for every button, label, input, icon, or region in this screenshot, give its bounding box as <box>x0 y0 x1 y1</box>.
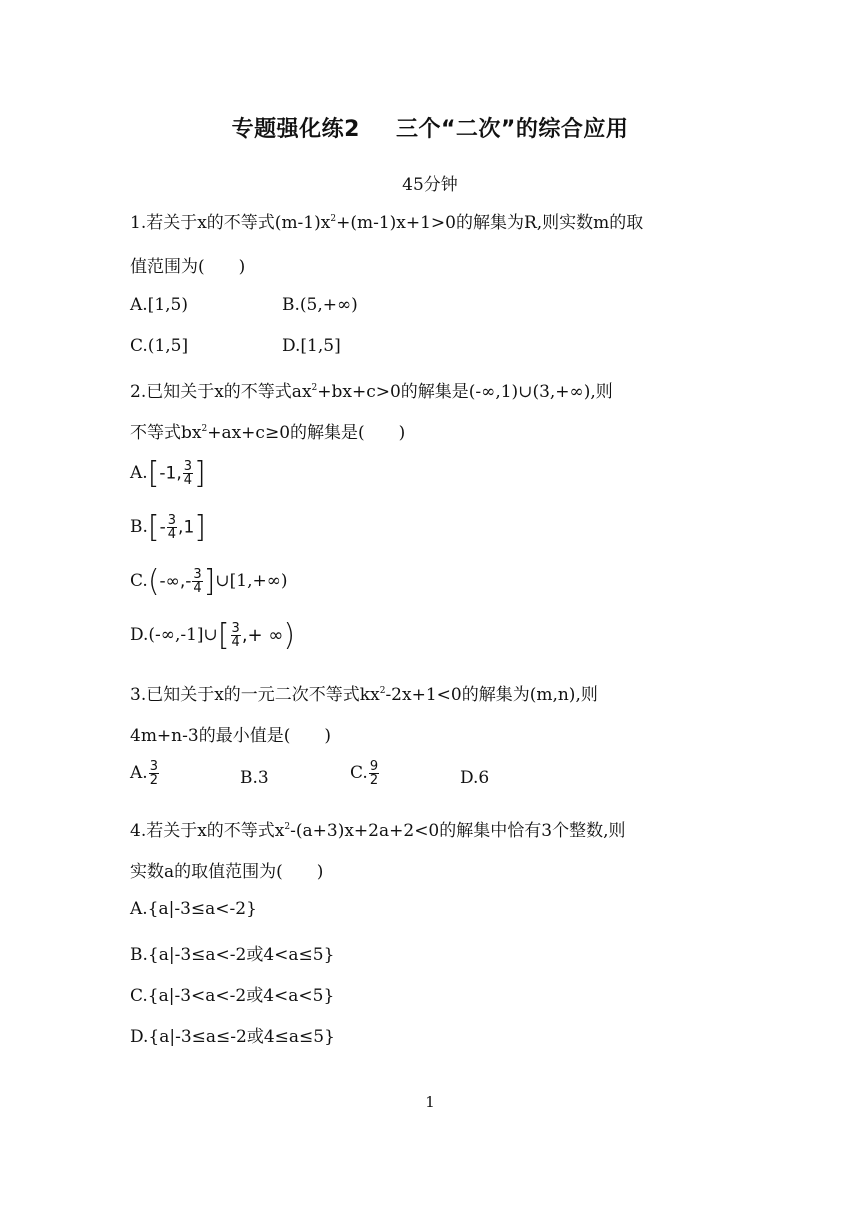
q3-stem-line1 <box>130 680 598 705</box>
q3-option-b: B.3 <box>240 768 269 788</box>
q4-option-d: D.{a|-3≤a≤-2或4≤a≤5} <box>130 1027 335 1047</box>
math-text: - <box>159 517 166 538</box>
option-label: A. <box>130 463 148 483</box>
bracket: ] <box>194 510 206 545</box>
bracket: ] <box>203 564 216 599</box>
fraction <box>231 622 241 649</box>
page-number: 1 <box>425 1093 435 1111</box>
bracket: ) <box>283 618 296 653</box>
denominator: 4 <box>183 473 193 488</box>
numerator: 3 <box>183 459 193 474</box>
option-label: A. <box>130 763 148 783</box>
q3-option-d: D.6 <box>460 768 490 788</box>
bracket: [ <box>147 510 160 545</box>
fraction <box>183 460 193 487</box>
denominator: 4 <box>167 527 177 542</box>
denominator: 4 <box>193 581 202 596</box>
denominator: 2 <box>369 773 379 788</box>
math-text: ,+ ∞ <box>241 625 284 646</box>
q4-stem-line1 <box>130 816 625 841</box>
option-label: D.(-∞,-1]∪ <box>130 625 218 645</box>
q3-stem-line2: 4m+n-3的最小值是( ) <box>130 726 331 746</box>
q1-option-b: B.(5,+∞) <box>282 295 358 315</box>
q2-stem-part4: +ax+c≥0的解集是( ) <box>207 423 406 443</box>
bracket: ( <box>147 564 160 599</box>
bracket: ] <box>194 456 206 491</box>
option-label: C. <box>350 763 368 783</box>
bracket: [ <box>147 456 160 491</box>
q4-option-b: B.{a|-3≤a<-2或4<a≤5} <box>130 945 335 965</box>
page-title <box>0 112 860 143</box>
numerator: 9 <box>369 759 379 774</box>
superscript: 2 <box>330 214 337 224</box>
numerator: 3 <box>149 759 158 774</box>
q4-stem-part2: -(a+3)x+2a+2<0的解集中恰有3个整数,则 <box>290 821 626 841</box>
math-text: -1, <box>159 463 182 484</box>
q1-stem-part1: 1.若关于x的不等式(m-1)x <box>130 213 331 233</box>
math-text: ,1 <box>178 517 195 538</box>
q2-stem-part1: 2.已知关于x的不等式ax <box>130 382 312 402</box>
q2-stem-part3: 不等式bx <box>130 423 202 443</box>
q3-option-a <box>130 760 160 787</box>
q2-stem-line2 <box>130 418 405 443</box>
option-label: C. <box>130 571 148 591</box>
q1-stem-part2: +(m-1)x+1>0的解集为R,则实数m的取 <box>336 213 644 233</box>
q4-stem-line2: 实数a的取值范围为( ) <box>130 862 324 882</box>
math-text: ∪[1,+∞) <box>215 571 288 591</box>
q3-option-c <box>350 760 380 787</box>
q2-option-c <box>130 564 288 599</box>
q2-option-a <box>130 456 206 491</box>
q4-stem-part1: 4.若关于x的不等式x <box>130 821 285 841</box>
q1-stem-line2: 值范围为( ) <box>130 257 246 277</box>
q1-stem-line1 <box>130 208 643 233</box>
denominator: 4 <box>231 635 240 650</box>
fraction <box>192 568 202 595</box>
option-label: B. <box>130 517 148 537</box>
numerator: 3 <box>193 567 202 582</box>
numerator: 3 <box>167 513 177 528</box>
q3-stem-part1: 3.已知关于x的一元二次不等式kx <box>130 685 380 705</box>
denominator: 2 <box>149 773 158 788</box>
fraction <box>167 514 177 541</box>
superscript: 2 <box>201 424 208 434</box>
time-limit: 45分钟 <box>402 175 458 195</box>
q2-stem-line1 <box>130 377 613 402</box>
superscript: 2 <box>379 686 386 696</box>
title-topic: 三个“二次”的综合应用 <box>395 117 629 142</box>
q3-stem-part2: -2x+1<0的解集为(m,n),则 <box>385 685 598 705</box>
q4-option-c: C.{a|-3<a<-2或4<a<5} <box>130 986 335 1006</box>
math-text: -∞,- <box>159 571 192 592</box>
superscript: 2 <box>311 383 318 393</box>
numerator: 3 <box>231 621 240 636</box>
q2-stem-part2: +bx+c>0的解集是(-∞,1)∪(3,+∞),则 <box>317 382 613 402</box>
q1-option-a: A.[1,5) <box>130 295 188 315</box>
q2-option-b <box>130 510 206 545</box>
fraction <box>149 760 159 787</box>
bracket: [ <box>217 618 230 653</box>
q1-option-c: C.(1,5] <box>130 336 189 356</box>
fraction <box>369 760 379 787</box>
q2-option-d <box>130 618 295 653</box>
q4-option-a: A.{a|-3≤a<-2} <box>130 899 257 919</box>
superscript: 2 <box>284 822 291 832</box>
q1-option-d: D.[1,5] <box>282 336 341 356</box>
title-series: 专题强化练2 <box>231 117 360 142</box>
